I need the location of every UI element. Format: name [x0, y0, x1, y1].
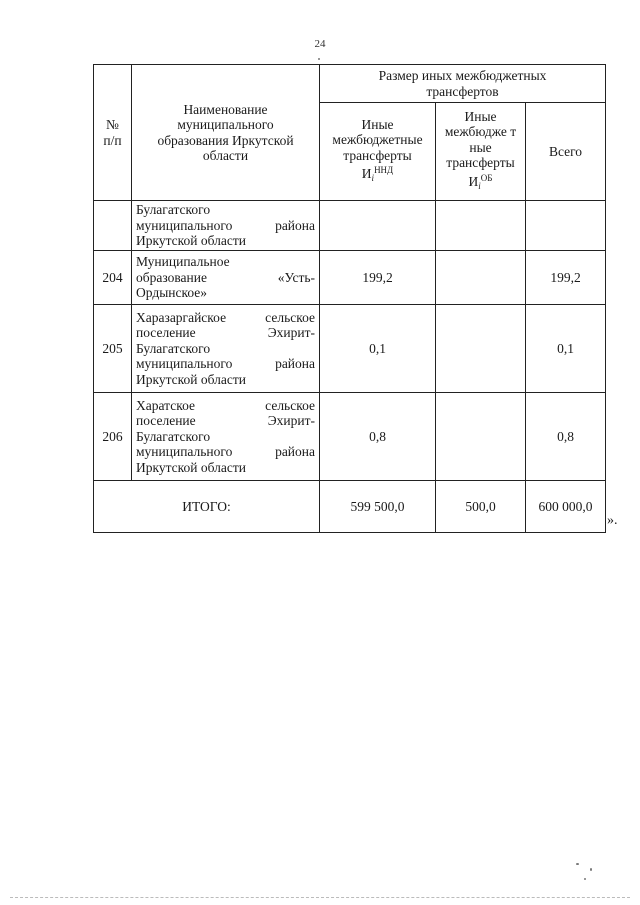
- row-name-line: муниципального района: [136, 356, 315, 372]
- header-group: [320, 65, 606, 103]
- row-col2: [436, 201, 526, 251]
- row-col1: 0,1: [320, 305, 436, 393]
- row-name-line: муниципального района: [136, 444, 315, 460]
- row-col1: 199,2: [320, 251, 436, 305]
- row-name-line: поселение Эхирит-: [136, 325, 315, 341]
- header-num: [94, 65, 132, 201]
- transfers-table: [93, 64, 606, 533]
- row-col1: 0,8: [320, 393, 436, 481]
- row-total: 0,1: [526, 305, 606, 393]
- row-name-line: поселение Эхирит-: [136, 413, 315, 429]
- symbol-sub: i: [371, 173, 375, 183]
- header-total: Всего: [526, 103, 606, 201]
- scan-edge-line: [10, 897, 630, 898]
- header-num-line: №: [106, 117, 119, 132]
- row-name-line: Харазаргайское сельское: [136, 309, 315, 325]
- header-name: [132, 65, 320, 201]
- header-col-inbt-nnd: [320, 103, 436, 201]
- row-name-line: Иркутской области: [136, 371, 247, 387]
- scan-speck: [318, 58, 320, 60]
- table-row: [94, 305, 606, 393]
- row-name-line: Булагатского: [136, 428, 211, 444]
- row-name: [132, 393, 320, 481]
- total-col2: 500,0: [436, 481, 526, 533]
- scan-speck: [576, 863, 579, 865]
- header-col1-line: межбюджетные: [332, 132, 423, 147]
- row-total: 199,2: [526, 251, 606, 305]
- header-row-1: [94, 65, 606, 103]
- table-row: [94, 393, 606, 481]
- symbol-sub: i: [478, 180, 481, 191]
- row-total: 0,8: [526, 393, 606, 481]
- table-row: [94, 251, 606, 305]
- table-row: [94, 201, 606, 251]
- row-num: 205: [94, 305, 132, 393]
- total-row: [94, 481, 606, 533]
- row-num: [94, 201, 132, 251]
- header-col2-line: межбюдже т: [444, 124, 517, 140]
- header-col2-symbol: [440, 171, 521, 195]
- symbol-letter: И: [468, 173, 479, 189]
- row-name-line: Иркутской области: [136, 233, 247, 249]
- total-label: ИТОГО:: [94, 481, 320, 533]
- row-name-line: Муниципальное: [136, 254, 230, 270]
- row-name-line: Иркутской области: [136, 459, 247, 475]
- header-num-line: п/п: [103, 132, 122, 148]
- row-col2: [436, 251, 526, 305]
- header-col2-line: ные: [469, 139, 492, 155]
- row-name-line: Ордынское»: [136, 285, 208, 301]
- row-num: 206: [94, 393, 132, 481]
- row-name-line: Харатское сельское: [136, 397, 315, 413]
- row-name: [132, 201, 320, 251]
- header-col1-line: трансферты: [343, 147, 412, 163]
- header-col1-symbol: [324, 163, 431, 187]
- header-group-line: Размер иных межбюджетных: [378, 68, 547, 83]
- header-name-line: муниципального: [177, 117, 274, 132]
- total-sum: 600 000,0: [526, 481, 606, 533]
- row-col2: [436, 305, 526, 393]
- row-name-line: муниципального района: [136, 217, 315, 233]
- header-name-line: области: [202, 148, 249, 163]
- row-num: 204: [94, 251, 132, 305]
- row-col2: [436, 393, 526, 481]
- row-name: [132, 251, 320, 305]
- header-name-line: Наименование: [183, 101, 268, 117]
- symbol-letter: И: [361, 166, 372, 181]
- header-col2-line: Иные: [464, 108, 497, 124]
- total-col1: 599 500,0: [320, 481, 436, 533]
- header-col-inbt-ob: [436, 103, 526, 201]
- scan-speck: [584, 878, 586, 880]
- row-total: [526, 201, 606, 251]
- header-col1-line: Иные: [361, 116, 394, 132]
- header-name-line: образования Иркутской: [157, 132, 294, 148]
- header-group-line: трансфертов: [426, 83, 499, 99]
- symbol-sup: ННД: [374, 165, 394, 175]
- page-number: 24: [314, 38, 326, 50]
- row-name-line: Булагатского: [136, 202, 211, 218]
- row-col1: [320, 201, 436, 251]
- scan-speck: [590, 868, 592, 871]
- symbol-sup: ОБ: [480, 172, 493, 183]
- closing-mark: ».: [607, 513, 618, 528]
- row-name-line: Булагатского: [136, 340, 211, 356]
- header-col2-line: трансферты: [446, 155, 515, 171]
- row-name-line: образование «Усть-: [136, 269, 315, 285]
- row-name: [132, 305, 320, 393]
